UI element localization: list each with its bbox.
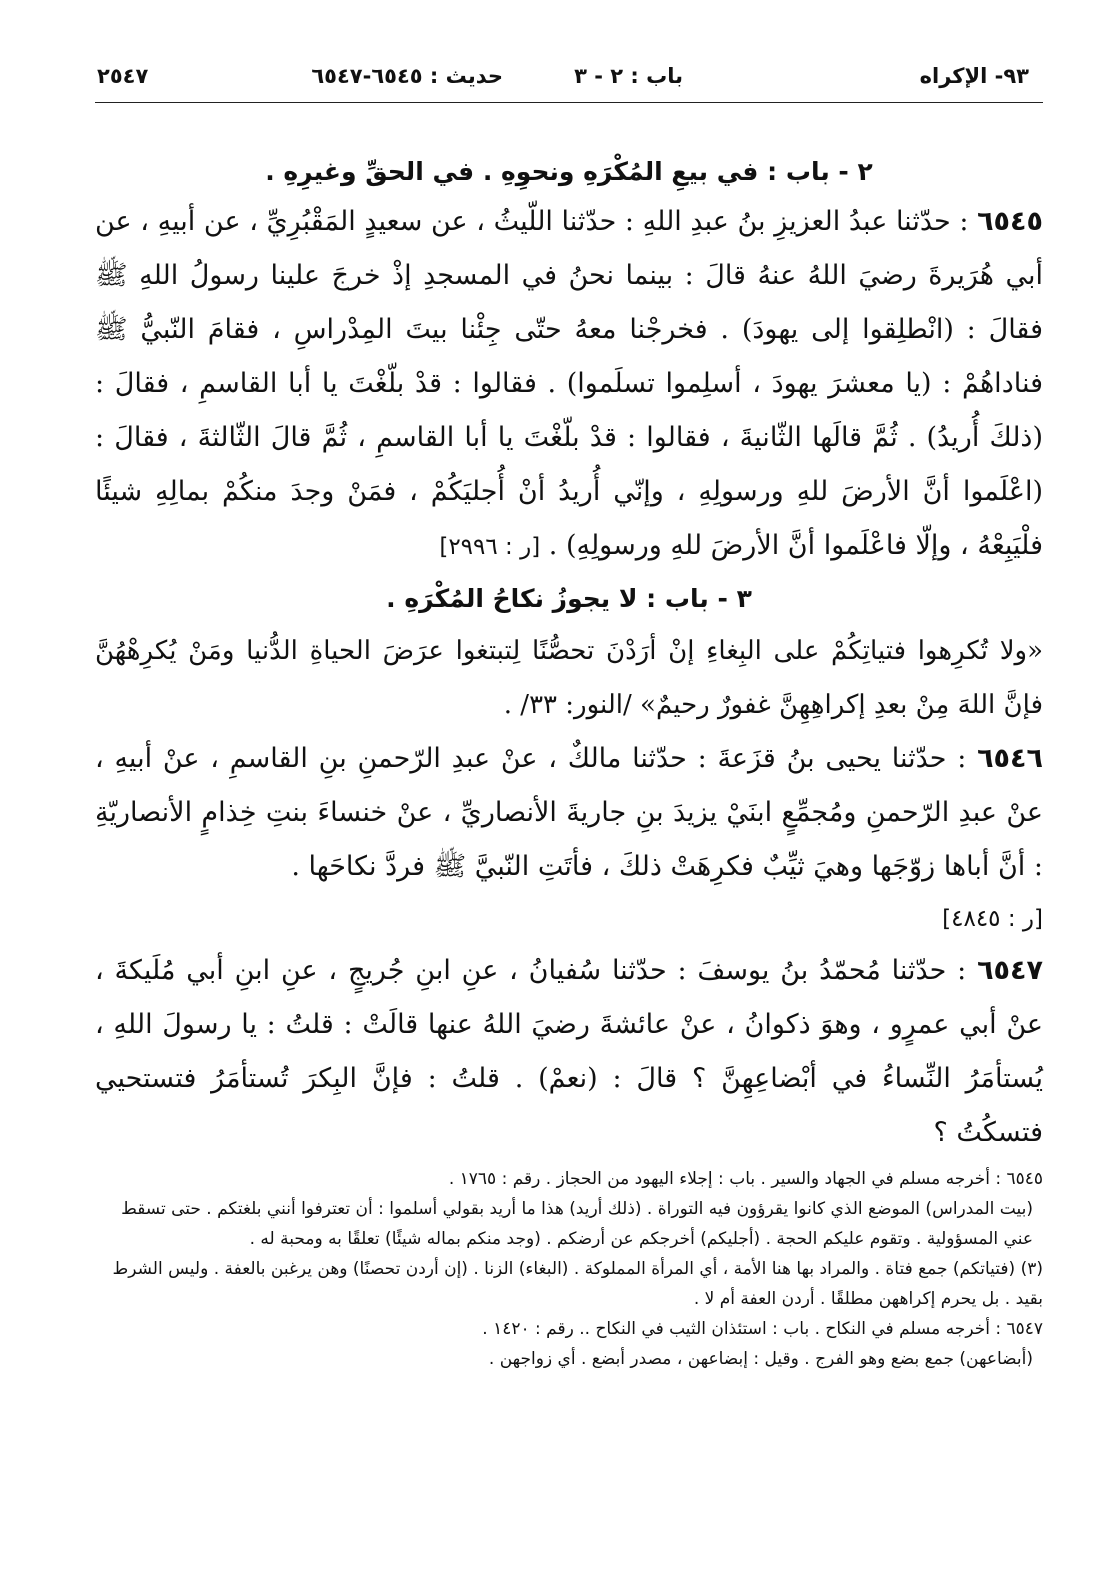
book-page (95, 58, 1043, 1568)
bab-range: باب : ٢ - ٣ (574, 64, 683, 88)
hadith-text: : حدّثنا عبدُ العزيزِ بنُ عبدِ اللهِ : حدّثنا اللّيثُ ، عن سعيدٍ المَقْبُرِيِّ ، عن أبيهِ ، عن أبي هُرَيرةَ رضيَ اللهُ عنهُ قالَ : بينما نحنُ في المسجدِ إذْ خرجَ علينا رسولُ اللهِ ﷺ فقالَ : (انْطلِقوا إلى يهودَ) . فخرجْنا معهُ حتّى جِئْنا بيتَ المِدْراسِ ، فقامَ النّبيُّ ﷺ فناداهُمْ : (يا معشرَ يهودَ ، أسلِموا تسلَموا) . فقالوا : قدْ بلّغْتَ يا أبا القاسمِ ، فقالَ : (ذلكَ أُريدُ) . ثُمَّ قالَها الثّانيةَ ، فقالوا : قدْ بلّغْتَ يا أبا القاسمِ ، ثُمَّ قالَ الثّالثةَ ، فقالَ : (اعْلَموا أنَّ الأرضَ للهِ ورسولِهِ ، وإنّي أُريدُ أنْ أُجليَكُمْ ، فمَنْ وجدَ منكُمْ بمالِهِ شيئًا فلْيَبِعْهُ ، وإلّا فاعْلَموا أنَّ الأرضَ للهِ ورسولِهِ) . (95, 206, 1043, 561)
page-number: ٢٥٤٧ (97, 64, 149, 88)
hadith-text: : حدّثنا مُحمّدُ بنُ يوسفَ : حدّثنا سُفيانُ ، عنِ ابنِ جُريجٍ ، عنِ ابنِ أبي مُلَيكةَ ، عنْ أبي عمرٍو ، وهوَ ذكوانُ ، عنْ عائشةَ رضيَ اللهُ عنها قالَتْ : قلتُ : يا رسولَ اللهِ ، يُستأمَرُ النِّساءُ في أبْضاعِهِنَّ ؟ قالَ : (نعمْ) . قلتُ : فإنَّ البِكرَ تُستأمَرُ فتستحيي فتسكُتُ ؟ (95, 955, 1043, 1148)
hadith-number: ٦٥٤٧ (977, 955, 1043, 986)
chapter-title: ٩٣- الإكراه (919, 64, 1029, 88)
hadith-number: ٦٥٤٦ (977, 743, 1043, 774)
footnote-6547: ٦٥٤٧ : أخرجه مسلم في النكاح . باب : استئذان الثيب في النكاح .. رقم : ١٤٢٠ . (482, 1319, 1043, 1339)
bab-2-heading: ٢ - باب : في بيعِ المُكْرَهِ ونحوِهِ . في الحقِّ وغيرِهِ . (265, 157, 873, 186)
running-header (95, 58, 1043, 103)
footnote-bab-3: (٣) (فتياتكم) جمع فتاة . والمراد بها هنا الأمة ، أي المرأة المملوكة . (البغاء) الزنا . (إن أردن تحصنًا) وهن يرغبن بالعفة . وليس الشرط بقيد . بل يحرم إكراههن مطلقًا . أردن العفة أم لا . (112, 1259, 1043, 1309)
hadith-range: حديث : ٦٥٤٥-٦٥٤٧ (311, 64, 503, 88)
cross-reference: [ر : ٢٩٩٦] (439, 534, 541, 560)
hadith-text: : حدّثنا يحيى بنُ قزَعةَ : حدّثنا مالكٌ ، عنْ عبدِ الرّحمنِ بنِ القاسمِ ، عنْ أبيهِ ، عنْ عبدِ الرّحمنِ ومُجمِّعٍ ابنَيْ يزيدَ بنِ جاريةَ الأنصاريِّ ، عنْ خنساءَ بنتِ خِذامٍ الأنصاريّةِ : أنَّ أباها زوّجَها وهيَ ثيِّبٌ فكرِهَتْ ذلكَ ، فأتَتِ النّبيَّ ﷺ فردَّ نكاحَها . (95, 743, 1043, 882)
hadith-number: ٦٥٤٥ (977, 206, 1043, 237)
footnote-glossary-6545: (بيت المدراس) الموضع الذي كانوا يقرؤون فيه التوراة . (ذلك أريد) هذا ما أريد بقولي أسلموا : أن تعترفوا أنني بلغتكم . حتى تسقط عني المسؤولية . وتقوم عليكم الحجة . (أجليكم) أخرجكم عن أرضكم . (وجد منكم بماله شيئًا) تعلقًا به ومحبة له . (121, 1199, 1033, 1249)
hadith-6546 (95, 732, 1043, 894)
bab-3-heading: ٣ - باب : لا يجوزُ نكاحُ المُكْرَهِ . (386, 584, 752, 613)
cross-reference: [ر : ٤٨٤٥] (942, 906, 1043, 932)
hadith-6545 (95, 195, 1043, 574)
footnotes (95, 1164, 1043, 1374)
quran-verse: «ولا تُكرِهوا فتياتِكُمْ على البِغاءِ إنْ أرَدْنَ تحصُّنًا لِتبتغوا عرَضَ الحياةِ الدُّنيا ومَنْ يُكرِهْهُنَّ فإنَّ اللهَ مِنْ بعدِ إكراهِهِنَّ غفورٌ رحيمٌ» /النور: ٣٣/ . (95, 636, 1043, 720)
footnote-glossary-6547: (أبضاعهن) جمع بضع وهو الفرج . وقيل : إبضاعهن ، مصدر أبضع . أي زواجهن . (488, 1349, 1033, 1369)
hadith-6547 (95, 944, 1043, 1160)
footnote-6545: ٦٥٤٥ : أخرجه مسلم في الجهاد والسير . باب : إجلاء اليهود من الحجاز . رقم : ١٧٦٥ . (448, 1169, 1043, 1189)
